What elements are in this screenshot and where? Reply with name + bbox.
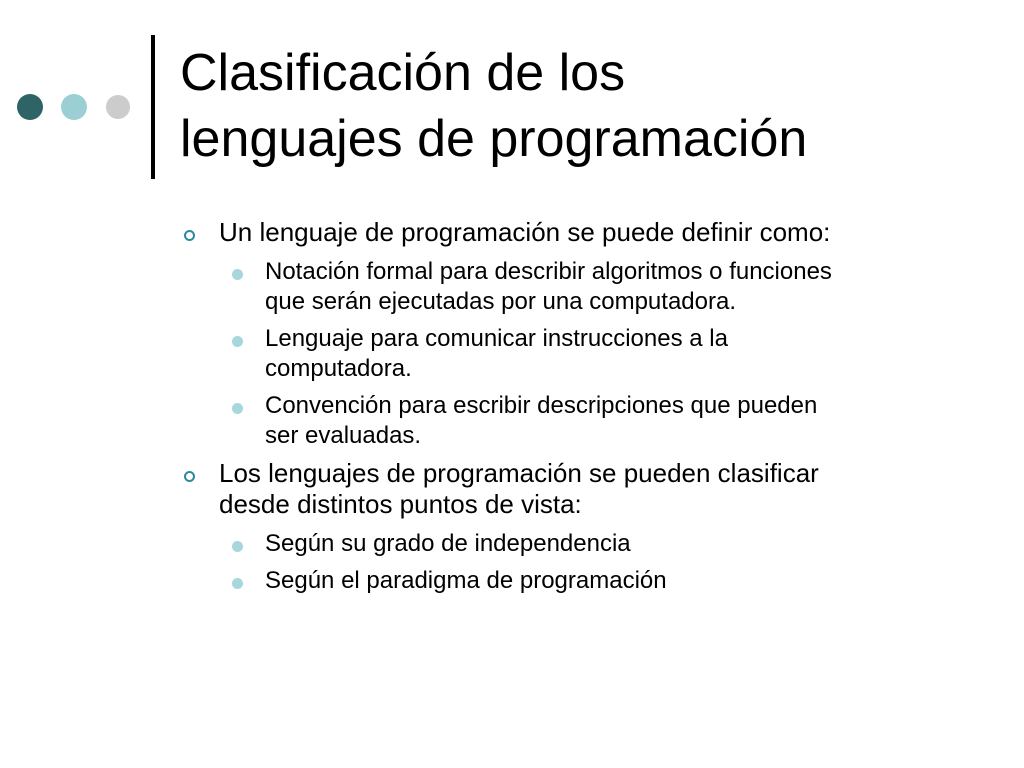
sub-bullet-text — [227, 391, 941, 451]
decorative-dot-gray — [106, 95, 130, 119]
classification-sub-list — [181, 529, 941, 596]
sub-bullet-convention — [181, 391, 941, 451]
sub-bullet-line-2: que serán ejecutadas por una computadora. — [265, 288, 736, 315]
slide-title-line-2: lenguajes de programación — [180, 110, 808, 168]
sub-bullet-text — [227, 257, 941, 317]
bullet-text: Un lenguaje de programación se puede definir como: — [219, 217, 831, 247]
sub-bullet-line-1: Notación formal para describir algoritmos o funciones — [265, 258, 832, 285]
ring-bullet-icon — [184, 230, 195, 241]
bullet-classification — [181, 458, 941, 520]
sub-bullet-text — [227, 324, 941, 384]
slide-body — [181, 217, 941, 603]
slide-title-line-1: Clasificación de los — [180, 44, 626, 102]
sub-bullet-line-1: Convención para escribir descripciones que pueden — [265, 392, 818, 419]
bullet-definition — [181, 217, 941, 248]
ring-bullet-icon — [184, 471, 195, 482]
decorative-dot-dark — [17, 94, 43, 120]
bullet-text-line-2: desde distintos puntos de vista: — [219, 489, 582, 519]
dot-bullet-icon — [232, 403, 243, 414]
dot-bullet-icon — [232, 336, 243, 347]
sub-bullet-text: Según su grado de independencia — [265, 530, 631, 557]
title-divider — [151, 35, 155, 179]
dot-bullet-icon — [232, 269, 243, 280]
dot-bullet-icon — [232, 578, 243, 589]
sub-bullet-text: Según el paradigma de programación — [265, 567, 667, 594]
sub-bullet-line-2: computadora. — [265, 355, 412, 382]
slide-title — [180, 40, 1000, 172]
bullet-text-line-1: Los lenguajes de programación se pueden clasificar — [219, 458, 819, 488]
decorative-dot-light — [61, 94, 87, 120]
dot-bullet-icon — [232, 541, 243, 552]
sub-bullet-communication-language — [181, 324, 941, 384]
sub-bullet-independence — [181, 529, 941, 559]
sub-bullet-formal-notation — [181, 257, 941, 317]
sub-bullet-paradigm — [181, 566, 941, 596]
sub-bullet-line-1: Lenguaje para comunicar instrucciones a la — [265, 325, 728, 352]
definition-sub-list — [181, 257, 941, 451]
sub-bullet-line-2: ser evaluadas. — [265, 422, 422, 449]
